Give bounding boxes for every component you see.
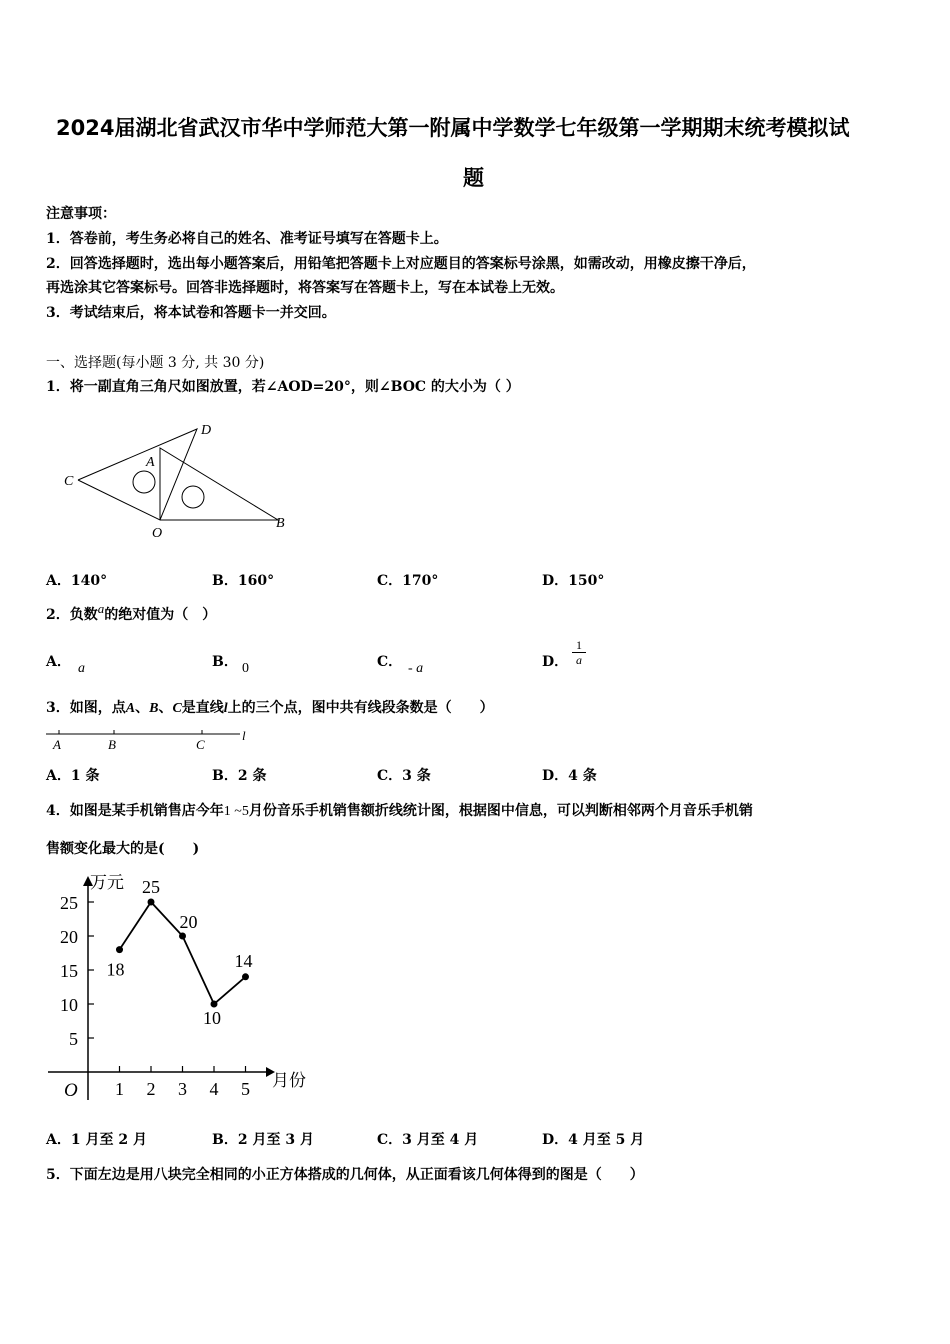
y-tick-label-5: 5 [69, 1029, 78, 1049]
q2-option-a-letter[interactable]: A． [46, 654, 71, 670]
q4-option-b-value: 2 月至 3 月 [237, 1132, 314, 1148]
q3-option-c-letter: C． [377, 768, 403, 784]
q3-option-b-value: 2 条 [237, 768, 267, 784]
q1-label-C: C [64, 474, 74, 489]
q1-option-b-letter: B． [212, 573, 238, 589]
q3-l: l [223, 701, 228, 716]
q4-option-d[interactable] [542, 1129, 644, 1149]
data-label-2: 25 [142, 877, 160, 897]
q3-line-figure [44, 726, 254, 754]
q3-option-a-value: 1 条 [70, 768, 100, 784]
q3-option-b-letter: B． [212, 768, 238, 784]
q4-option-c[interactable] [377, 1129, 478, 1149]
q4-option-c-letter: C． [377, 1132, 403, 1148]
y-tick-label-20: 20 [60, 927, 78, 947]
y-tick-label-25: 25 [60, 893, 78, 913]
data-label-5: 14 [234, 950, 253, 971]
q1-text: 1．将一副直角三角尺如图放置，若∠AOD=20°，则∠BOC 的大小为（ ） [46, 379, 520, 395]
q3-B: B [149, 701, 159, 716]
x-tick-label-1: 1 [115, 1079, 124, 1099]
data-point-5 [242, 973, 249, 980]
q2-suffix: 的绝对值为（ ） [104, 607, 217, 623]
q3-option-d-value: 4 条 [568, 768, 597, 784]
data-label-1: 18 [106, 959, 125, 980]
q1-triangle-1 [78, 429, 197, 520]
q3-option-a[interactable] [46, 765, 100, 785]
q4-range: 1 ~5 [223, 804, 249, 819]
q4-option-a[interactable] [46, 1129, 147, 1149]
q4-option-c-value: 3 月至 4 月 [402, 1132, 479, 1148]
x-tick-label-5: 5 [241, 1079, 250, 1099]
q3-option-d-letter: D． [542, 768, 569, 784]
q2-var: a [97, 601, 105, 616]
q1-option-c-letter: C． [377, 573, 403, 589]
q1-label-O: O [152, 526, 163, 541]
q2-option-c-letter[interactable]: C． [377, 654, 403, 670]
notes-item-2-cont: 再选涂其它答案标号。回答非选择题时，将答案写在答题卡上，写在本试卷上无效。 [46, 280, 564, 296]
data-label-3: 20 [179, 912, 198, 932]
q3-p3: 上的三个点，图中共有线段条数是（ ） [227, 700, 494, 716]
q2-option-b-value: 0 [242, 661, 249, 676]
notes-heading: 注意事项： [46, 206, 116, 222]
origin-label: O [64, 1080, 78, 1101]
q3-label-l: l [242, 728, 246, 743]
x-tick-label-2: 2 [146, 1079, 156, 1099]
data-point-1 [116, 946, 123, 953]
q3-C: C [172, 701, 182, 716]
q3-sep1: 、 [135, 700, 150, 716]
q1-triangle-figure [60, 415, 300, 545]
q4-option-a-value: 1 月至 2 月 [70, 1132, 147, 1148]
data-point-3 [179, 933, 186, 940]
q1-label-D: D [201, 423, 212, 438]
q1-option-d-letter: D． [542, 573, 569, 589]
y-axis-label: 万元 [90, 873, 124, 892]
q2-option-b-letter[interactable]: B． [212, 654, 238, 670]
q3-sep2: 、 [158, 700, 173, 716]
q1-option-a-letter: A． [46, 573, 71, 589]
q4-p1: 4．如图是某手机销售店今年 [46, 803, 224, 819]
q3-option-b[interactable] [212, 765, 266, 785]
q3-p2: 是直线 [181, 700, 224, 716]
q2-option-d-numerator: 1 [572, 638, 586, 653]
q1-circle-1 [133, 471, 155, 493]
q5-text: 5．下面左边是用八块完全相同的小正方体搭成的几何体，从正面看该几何体得到的图是（ ） [46, 1167, 644, 1183]
q3-option-c-value: 3 条 [402, 768, 431, 784]
data-point-4 [211, 1001, 218, 1008]
y-tick-label-10: 10 [60, 995, 78, 1015]
y-tick-label-15: 15 [60, 961, 78, 981]
q1-option-b-value: 160° [237, 573, 275, 589]
q4-option-d-letter: D． [542, 1132, 569, 1148]
q4-option-b[interactable] [212, 1129, 314, 1149]
q2-option-d-fraction [572, 638, 586, 667]
q2-option-d-denominator: a [576, 653, 582, 667]
q2-option-d-letter[interactable]: D． [542, 654, 569, 670]
q1-triangle-2 [160, 448, 278, 520]
q2-option-c-value: - a [408, 661, 424, 676]
x-axis-label: 月份 [272, 1071, 306, 1090]
q1-option-a-value: 140° [70, 573, 108, 589]
q3-option-c[interactable] [377, 765, 431, 785]
q2-prefix: 2．负数 [46, 607, 98, 623]
q3-label-A: A [53, 737, 61, 752]
data-label-4: 10 [203, 1008, 221, 1028]
q1-option-c-value: 170° [402, 573, 439, 589]
notes-item-2: 2．回答选择题时，选出每小题答案后，用铅笔把答题卡上对应题目的答案标号涂黑，如需改动，用橡皮擦干净后， [46, 256, 756, 272]
page-title-line1: 2024届湖北省武汉市华中学师范大第一附属中学数学七年级第一学期期末统考模拟试 [56, 116, 850, 140]
notes-item-1: 1．答卷前，考生务必将自己的姓名、准考证号填写在答题卡上。 [46, 231, 448, 247]
q4-p2: 月份音乐手机销售额折线统计图，根据图中信息，可以判断相邻两个月音乐手机销 [248, 803, 753, 819]
page-title-line2: 题 [463, 166, 484, 190]
q2-text [46, 601, 217, 624]
q1-label-A: A [146, 455, 155, 470]
x-tick-label-4: 4 [209, 1079, 219, 1099]
q4-option-d-value: 4 月至 5 月 [568, 1132, 645, 1148]
q4-option-b-letter: B． [212, 1132, 238, 1148]
q1-label-B: B [276, 516, 285, 531]
q3-label-B: B [108, 737, 116, 752]
q1-option-d[interactable] [542, 570, 604, 590]
q3-label-C: C [196, 737, 205, 752]
q3-A: A [125, 701, 136, 716]
q3-option-d[interactable] [542, 765, 597, 785]
q4-line-chart [44, 868, 319, 1103]
q1-option-a[interactable] [46, 570, 107, 590]
q2-option-a-value: a [78, 661, 85, 676]
q3-p1: 3．如图，点 [46, 700, 126, 716]
q1-circle-2 [182, 486, 204, 508]
q1-option-c[interactable] [377, 570, 438, 590]
q4-text-line1 [46, 800, 753, 820]
notes-item-3: 3．考试结束后，将本试卷和答题卡一并交回。 [46, 305, 336, 321]
q4-text-line2: 售额变化最大的是( ) [46, 841, 200, 857]
section-heading: 一、选择题(每小题 3 分, 共 30 分) [46, 355, 265, 371]
q1-option-b[interactable] [212, 570, 274, 590]
x-tick-label-3: 3 [178, 1079, 187, 1099]
q4-option-a-letter: A． [46, 1132, 71, 1148]
data-point-2 [148, 899, 155, 906]
q3-option-a-letter: A． [46, 768, 71, 784]
q1-option-d-value: 150° [568, 573, 605, 589]
q3-text [46, 697, 494, 717]
